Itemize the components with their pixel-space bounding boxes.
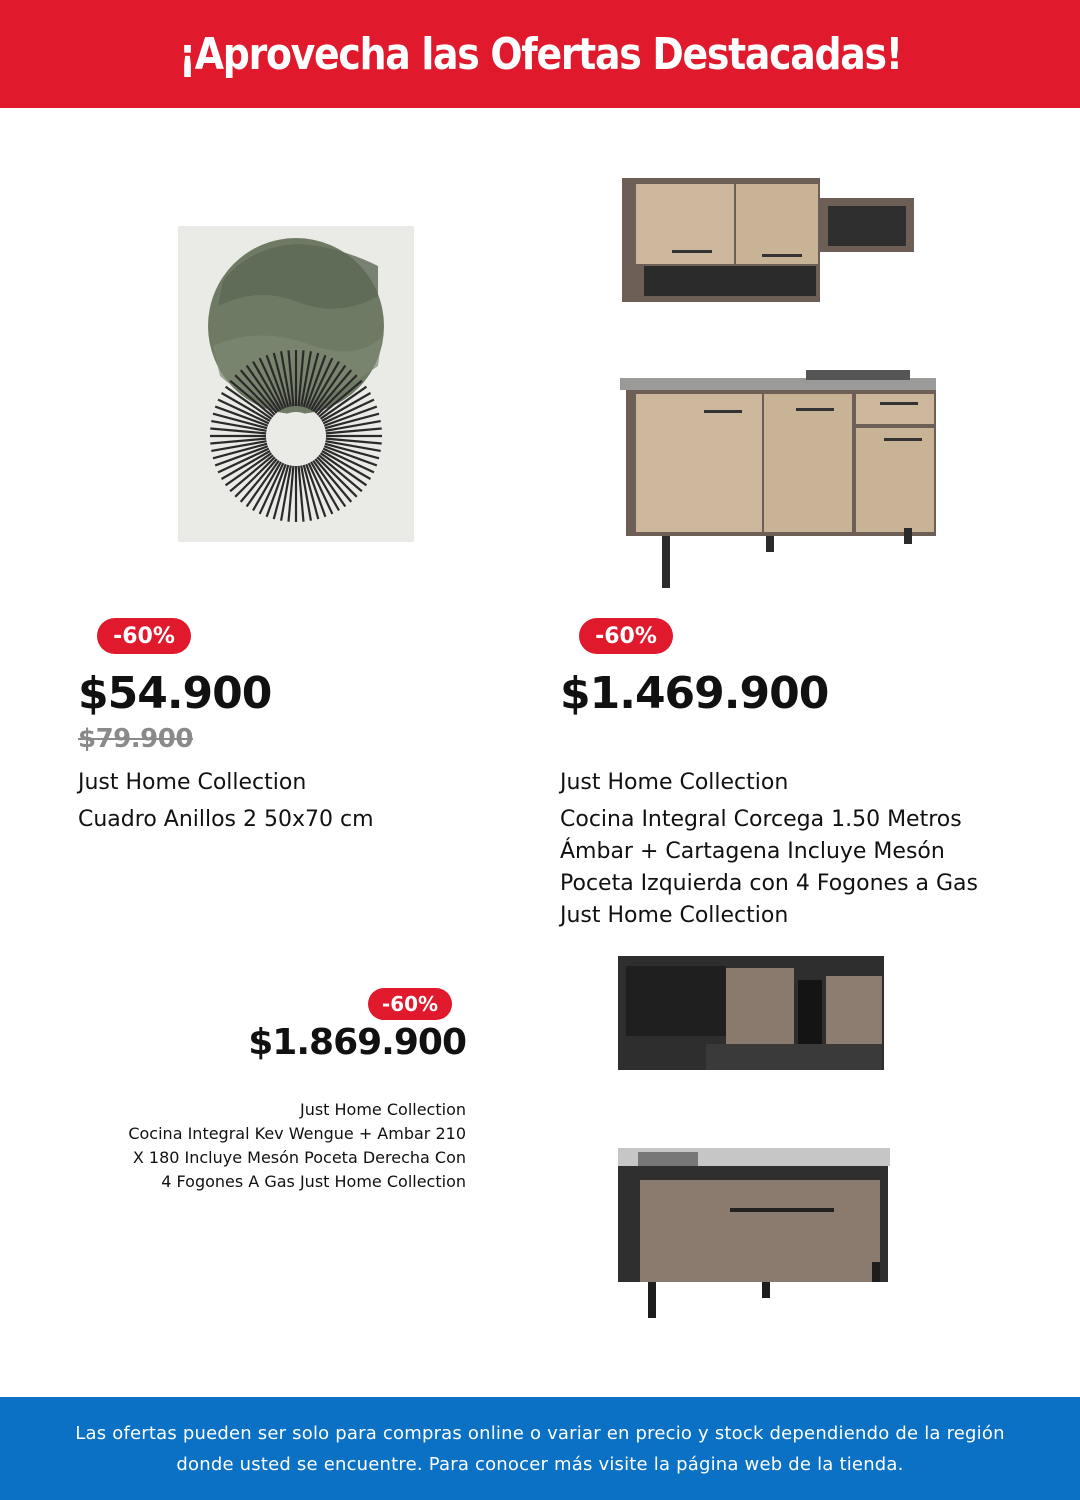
header-banner [0, 0, 1080, 108]
art-print-illustration [178, 226, 414, 542]
product-name[interactable]: Cocina Integral Corcega 1.50 Metros Ámbar + Cartagena Incluye Mesón Poceta Izquierda con 4 Fogones a Gas Just Home Collection [560, 807, 978, 928]
discount-badge: -60% [368, 988, 452, 1020]
product-price: $1.869.900 [248, 1022, 466, 1063]
banner-title: ¡Aprovecha las Ofertas Destacadas! [178, 28, 902, 80]
footer-disclaimer [0, 1397, 1080, 1500]
discount-badge: -60% [97, 618, 191, 654]
product-name[interactable]: Cuadro Anillos 2 50x70 cm [78, 807, 374, 832]
product-image-cocina-kev[interactable] [614, 952, 898, 1324]
product-name[interactable]: Cocina Integral Kev Wengue + Ambar 210 X 180 Incluye Mesón Poceta Derecha Con 4 Fogones A Gas Just Home Collection [128, 1124, 466, 1191]
product-brand[interactable]: Just Home Collection [78, 770, 307, 795]
product-image-cocina-corcega[interactable] [616, 172, 940, 592]
disclaimer-text: Las ofertas pueden ser solo para compras online o variar en precio y stock dependiendo de la región donde usted se encuentre. Para conocer más visite la página web de la tienda. [75, 1422, 1005, 1475]
product-brand[interactable]: Just Home Collection [299, 1100, 466, 1119]
product-brand[interactable]: Just Home Collection [560, 770, 789, 795]
kitchen-corcega-illustration [616, 172, 940, 592]
kitchen-kev-illustration [614, 952, 898, 1324]
product-price: $54.900 [78, 668, 272, 719]
product-old-price: $79.900 [78, 724, 193, 754]
discount-badge: -60% [579, 618, 673, 654]
product-image-cuadro[interactable] [178, 226, 414, 542]
product-price: $1.469.900 [560, 668, 829, 719]
